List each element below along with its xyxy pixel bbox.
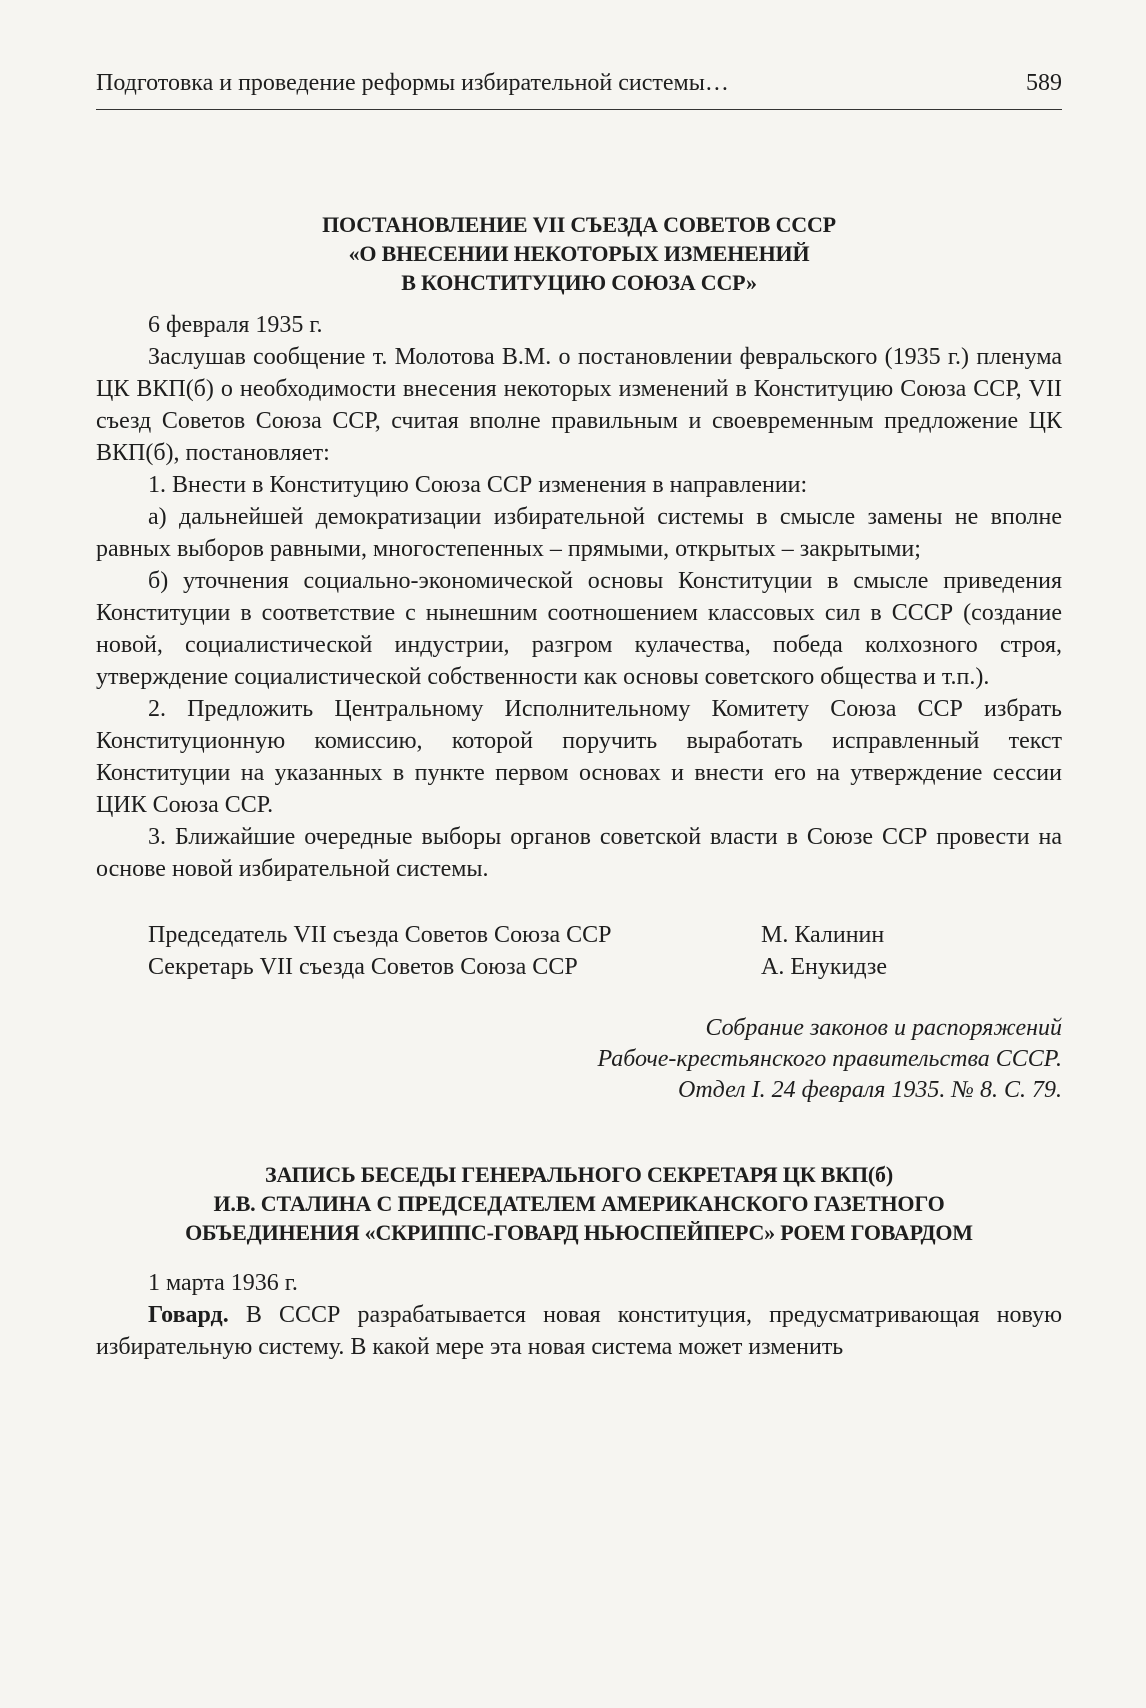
signature-title: Председатель VII съезда Советов Союза ССР [148,922,612,948]
doc1-paragraph: Заслушав сообщение т. Молотова В.М. о постановлении февральского (1935 г.) пленума ЦК ВКП(б) о необходимости внесения некоторых изменений в Конституцию Союза ССР, VII съезд Советов Союза ССР, считая вполне правильным и своевременным предложение ЦК ВКП(б), постановляет: [96,344,1062,466]
doc1-title-line: В КОНСТИТУЦИЮ СОЮЗА ССР» [401,270,757,295]
document-page [96,70,1062,1363]
signature-name: А. Енукидзе [761,954,887,980]
doc1-paragraph: б) уточнения социально-экономической основы Конституции в смысле приведения Конституции в соответствие с нынешним соотношением классовых сил в СССР (создание новой, социалистической индустрии, разгром кулачества, победа колхозного строя, утверждение социалистической собственности как основы советского общества и т.п.). [96,568,1062,690]
doc2-paragraph [96,1299,1062,1363]
signature-row [96,951,1062,983]
doc1-paragraph: 1. Внести в Конституцию Союза ССР изменения в направлении: [148,472,808,498]
source-line: Собрание законов и распоряжений [705,1015,1062,1041]
doc1-title [96,210,1062,297]
speaker-name: Говард. [148,1302,229,1328]
doc2-title [96,1160,1062,1247]
doc1-paragraph: 3. Ближайшие очередные выборы органов советской власти в Союзе ССР провести на основе новой избирательной системы. [96,824,1062,882]
doc2-title-line: И.В. СТАЛИНА С ПРЕДСЕДАТЕЛЕМ АМЕРИКАНСКОГО ГАЗЕТНОГО [213,1191,945,1216]
running-header [96,70,1062,110]
signature-row [96,919,1062,951]
page-number: 589 [1026,70,1062,96]
running-title: Подготовка и проведение реформы избирательной системы… [96,70,729,96]
signature-title: Секретарь VII съезда Советов Союза ССР [148,954,578,980]
signature-block [96,919,1062,983]
doc2-paragraph-text: В СССР разрабатывается новая конституция, предусматривающая новую избирательную систему. В какой мере эта новая система может изменить [96,1302,1062,1360]
doc1-title-line: «О ВНЕСЕНИИ НЕКОТОРЫХ ИЗМЕНЕНИЙ [348,241,810,266]
doc1-paragraph: 2. Предложить Центральному Исполнительному Комитету Союза ССР избрать Конституционную комиссию, которой поручить выработать исправленный текст Конституции на указанных в пункте первом основах и внести его на утверждение сессии ЦИК Союза ССР. [96,696,1062,818]
signature-name: М. Калинин [761,922,885,948]
doc1-paragraph: а) дальнейшей демократизации избирательной системы в смысле замены не вполне равных выборов равными, многостепенных – прямыми, открытых – закрытыми; [96,504,1062,562]
source-line: Рабоче-крестьянского правительства СССР. [597,1046,1062,1072]
doc1-title-line: ПОСТАНОВЛЕНИЕ VII СЪЕЗДА СОВЕТОВ СССР [322,212,836,237]
doc2-date: 1 марта 1936 г. [148,1270,298,1296]
doc2-title-line: ОБЪЕДИНЕНИЯ «СКРИППС-ГОВАРД НЬЮСПЕЙПЕРС» РОЕМ ГОВАРДОМ [185,1220,973,1245]
doc2-title-line: ЗАПИСЬ БЕСЕДЫ ГЕНЕРАЛЬНОГО СЕКРЕТАРЯ ЦК ВКП(б) [265,1162,893,1187]
source-line: Отдел I. 24 февраля 1935. № 8. С. 79. [678,1077,1062,1103]
source-citation [96,1013,1062,1106]
doc1-date: 6 февраля 1935 г. [148,312,323,338]
